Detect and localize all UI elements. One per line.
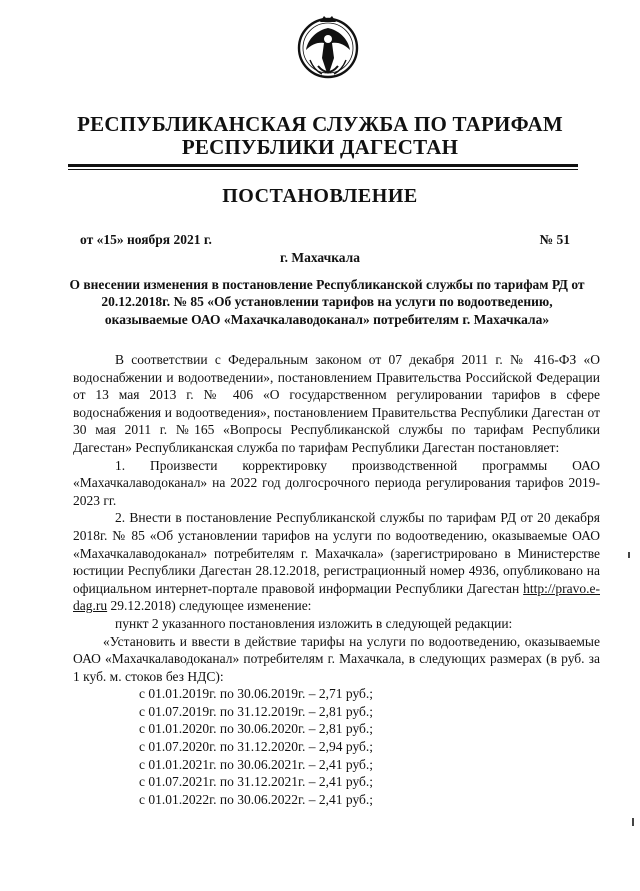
item-2-text-end: 29.12.2018) следующее изменение:	[110, 598, 312, 614]
tariff-rate-item: с 01.01.2019г. по 30.06.2019г. – 2,71 руб.;	[139, 686, 374, 702]
organization-name-line2: РЕСПУБЛИКИ ДАГЕСТАН	[181, 135, 459, 159]
document-subject: О внесении изменения в постановление Республиканской службы по тарифам РД от 20.12.2018г. № 85 «Об установлении тарифов на услуги по водоотведению, оказываемые ОАО «Махачкалаводоканал» потребителям г. Махачкала»	[69, 277, 585, 327]
document-number: № 51	[539, 232, 570, 247]
pravo-portal-link[interactable]: http://pravo.e-dag.ru	[73, 580, 600, 614]
tariff-rate-item: с 01.01.2021г. по 30.06.2021г. – 2,41 руб.;	[139, 756, 374, 772]
document-body	[73, 351, 600, 808]
tariff-rate-item: с 01.07.2021г. по 31.12.2021г. – 2,41 руб.;	[139, 774, 374, 790]
point-2-paragraph: пункт 2 указанного постановления изложить в следующей редакции:	[115, 615, 513, 631]
header-divider-thin	[68, 169, 578, 170]
document-date: от «15» ноября 2021 г.	[80, 232, 212, 247]
document-city: г. Махачкала	[279, 250, 360, 265]
coat-of-arms-of-dagestan-icon	[296, 12, 360, 86]
header-divider-thick	[68, 164, 578, 167]
quote-paragraph: «Установить и ввести в действие тарифы на услуги по водоотведению, оказываемые ОАО «Махачкалаводоканал» потребителям г. Махачкала, в следующих размерах (в руб. за 1 куб. м. стоков без НДС):	[73, 633, 600, 684]
tariff-rate-item: с 01.01.2022г. по 30.06.2022г. – 2,41 руб.;	[139, 791, 374, 807]
preamble-paragraph: В соответствии с Федеральным законом от 07 декабря 2011 г. № 416-ФЗ «О водоснабжении и водоотведении», постановлением Правительства Российской Федерации от 13 мая 2013 г. № 406 «О государственном регулировании тарифов в сфере водоснабжения и водоотведения», постановлением Правительства Республики Дагестан от 30 мая 2011 г. №165 «Вопросы Республиканской службы по тарифам Республики Дагестан» Республиканская служба по тарифам Республики Дагестан постановляет:	[73, 352, 600, 455]
scan-speck	[628, 552, 630, 558]
tariff-rate-item: с 01.07.2020г. по 31.12.2020г. – 2,94 руб.;	[139, 739, 374, 755]
tariff-rate-item: с 01.01.2020г. по 30.06.2020г. – 2,81 руб.;	[139, 721, 374, 737]
tariff-rates-list	[73, 685, 600, 808]
item-2-paragraph	[73, 509, 600, 615]
document-type-title: ПОСТАНОВЛЕНИЕ	[222, 185, 418, 207]
scan-speck	[632, 818, 634, 826]
item-2-text: 2. Внести в постановление Республиканской службы по тарифам РД от 20 декабря 2018г. № 85 «Об установлении тарифов на услуги по водоотведению, оказываемые ОАО «Махачкалаводоканал» потребителям г. Махачкала» (зарегистрировано в Министерстве юстиции Республики Дагестан 28.12.2018, регистрационный номер 4936, опубликовано на официальном интернет-портале правовой информации Республики Дагестан	[73, 510, 600, 596]
item-1-paragraph: 1. Произвести корректировку производственной программы ОАО «Махачкалаводоканал» на 2022 год долгосрочного периода регулирования тарифов 2019-2023 гг.	[73, 457, 600, 508]
tariff-rate-item: с 01.07.2019г. по 31.12.2019г. – 2,81 руб.;	[139, 703, 374, 719]
organization-name-line1: РЕСПУБЛИКАНСКАЯ СЛУЖБА ПО ТАРИФАМ	[77, 112, 563, 136]
